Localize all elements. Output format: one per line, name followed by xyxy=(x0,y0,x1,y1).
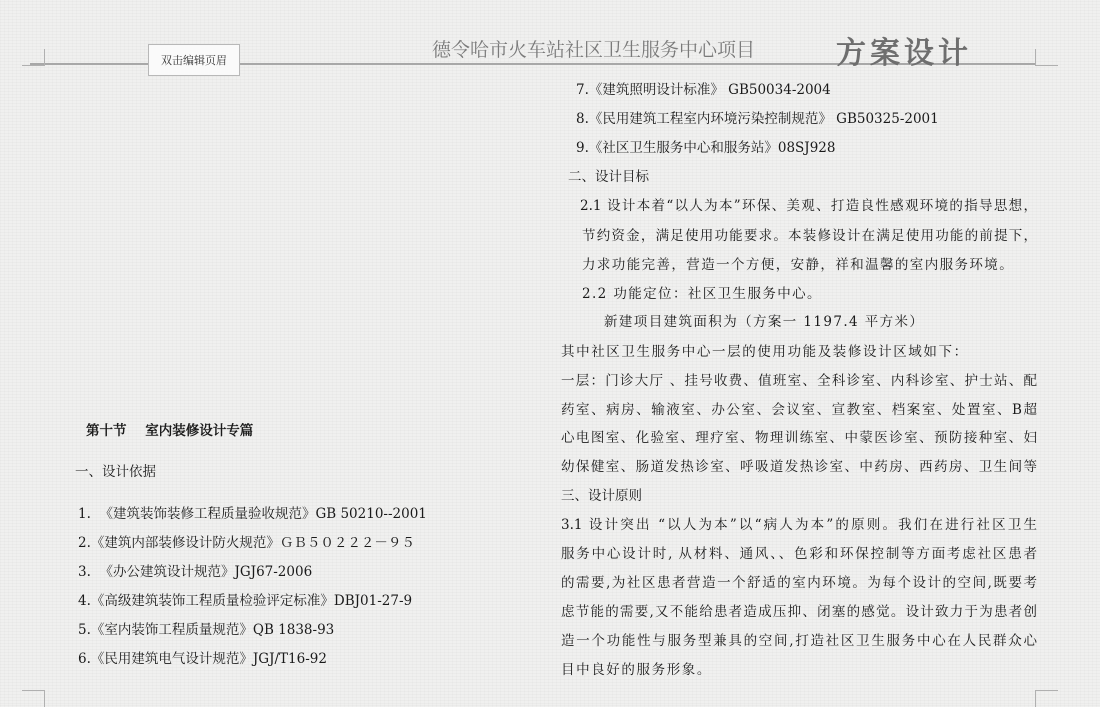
area-line: 新建项目建筑面积为（方案一 1197.4 平方米） xyxy=(604,314,925,330)
paragraph-line: 服务中心设计时, 从材料、通风、、色彩和环保控制等方面考虑社区患者 xyxy=(561,546,1037,562)
list-item: 7.《建筑照明设计标准》 GB50034-2004 xyxy=(576,82,831,98)
list-item: 6.《民用建筑电气设计规范》JGJ/T16-92 xyxy=(78,651,327,667)
list-item: 1. 《建筑装饰装修工程质量验收规范》GB 50210--2001 xyxy=(78,506,427,522)
paragraph-line: 2.2 功能定位：社区卫生服务中心。 xyxy=(582,286,822,302)
paragraph-line: 节约资金，满足使用功能要求。本装修设计在满足使用功能的前提下， xyxy=(582,228,1037,244)
header-corner-left xyxy=(22,49,45,66)
list-item: 8.《民用建筑工程室内环境污染控制规范》 GB50325-2001 xyxy=(576,111,939,127)
paragraph-line: 心电图室、化验室、理疗室、物理训练室、中蒙医诊室、预防接种室、妇 xyxy=(561,430,1037,446)
paragraph-line: 目中良好的服务形象。 xyxy=(561,662,712,678)
paragraph-line: 力求功能完善，营造一个方便，安静，祥和温馨的室内服务环境。 xyxy=(582,257,1015,273)
list-item: 2.《建筑内部装修设计防火规范》ＧＢ５０２２２－９５ xyxy=(78,535,415,551)
header-title: 德令哈市火车站社区卫生服务中心项目 xyxy=(432,39,756,61)
header-corner-right xyxy=(1035,49,1058,66)
list-item: 3. 《办公建筑设计规范》JGJ67-2006 xyxy=(78,564,313,580)
footer-corner-right xyxy=(1035,690,1058,707)
paragraph-line: 其中社区卫生服务中心一层的使用功能及装修设计区域如下： xyxy=(561,344,969,360)
list-item: 4.《高级建筑装饰工程质量检验评定标准》DBJ01-27-9 xyxy=(78,593,413,609)
paragraph-line: 药室、病房、输液室、办公室、会议室、宣教室、档案室、处置室、B超 xyxy=(561,402,1037,418)
paragraph-line: 一层：门诊大厅 、挂号收费、值班室、全科诊室、内科诊室、护士站、配 xyxy=(561,373,1037,389)
footer-corner-left xyxy=(22,690,45,707)
list-item: 5.《室内装饰工程质量规范》QB 1838-93 xyxy=(78,622,335,638)
header-brand: 方案设计 xyxy=(836,36,972,71)
paragraph-line: 2.1 设计本着“以人为本”环保、美观、打造良性感观环境的指导思想， xyxy=(580,198,1037,214)
heading-basis: 一、设计依据 xyxy=(75,464,156,480)
heading-goal: 二、设计目标 xyxy=(568,169,649,185)
list-item: 9.《社区卫生服务中心和服务站》08SJ928 xyxy=(576,140,836,156)
edit-header-button[interactable]: 双击编辑页眉 xyxy=(148,44,240,76)
paragraph-line: 造一个功能性与服务型兼具的空间,打造社区卫生服务中心在人民群众心 xyxy=(561,633,1037,649)
paragraph-line: 虑节能的需要,又不能给患者造成压抑、闭塞的感觉。设计致力于为患者创 xyxy=(561,604,1037,620)
section-title: 第十节 室内装修设计专篇 xyxy=(86,423,254,439)
paragraph-line: 幼保健室、肠道发热诊室、呼吸道发热诊室、中药房、西药房、卫生间等 xyxy=(561,459,1037,475)
paragraph-line: 的需要,为社区患者营造一个舒适的室内环境。为每个设计的空间,既要考 xyxy=(561,575,1037,591)
heading-principle: 三、设计原则 xyxy=(561,488,642,504)
paragraph-line: 3.1 设计突出 “以人为本”以“病人为本”的原则。我们在进行社区卫生 xyxy=(561,517,1037,533)
